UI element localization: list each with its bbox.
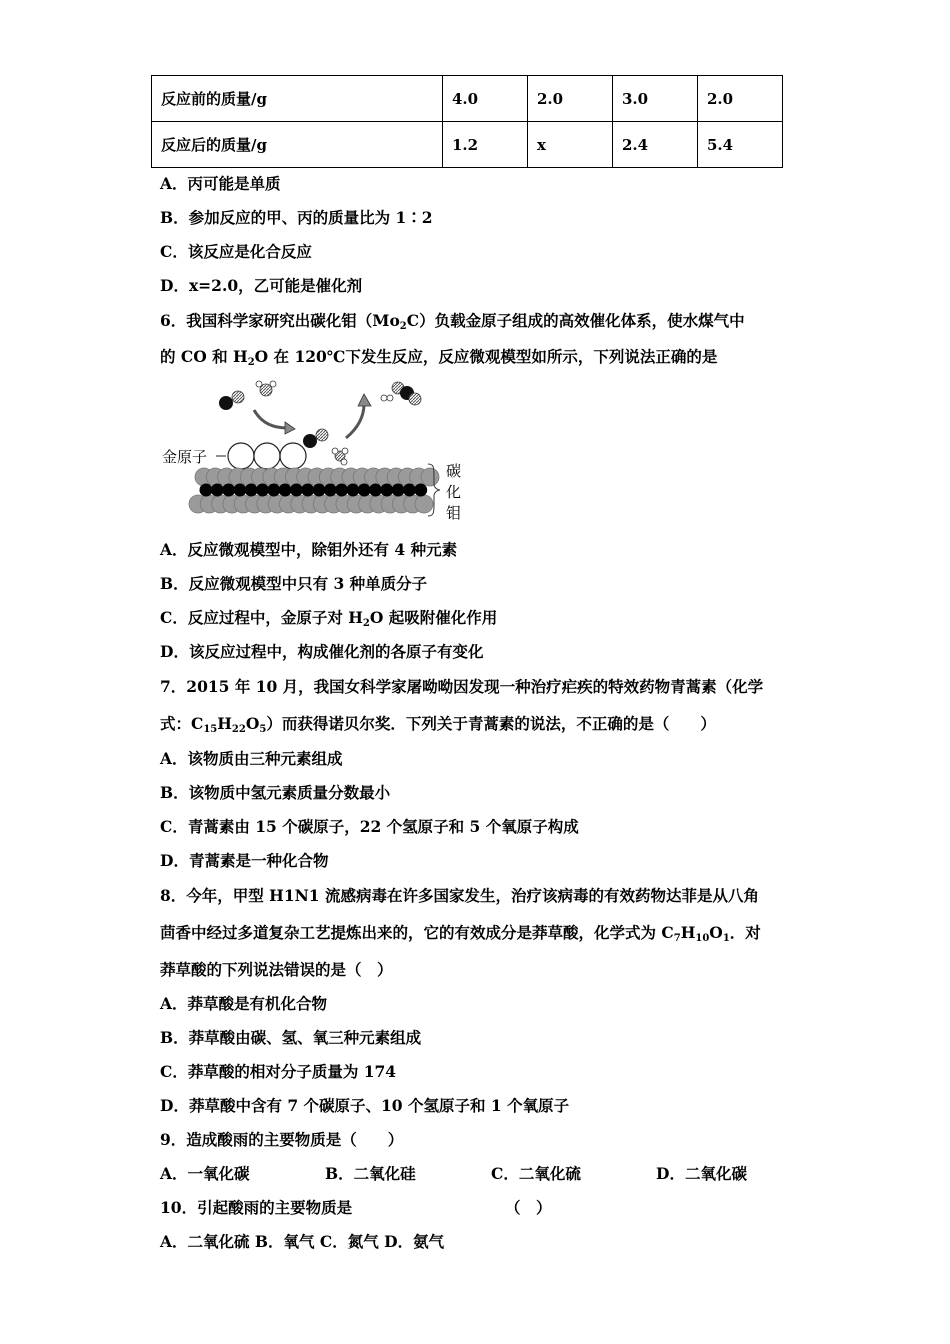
mo-atom-top xyxy=(421,468,439,486)
q5-option-c: C．该反应是化合反应 xyxy=(160,242,312,261)
q9-stem: 9．造成酸雨的主要物质是（ ） xyxy=(160,1130,404,1149)
arrow-up-icon xyxy=(346,394,371,438)
q7-option-a: A．该物质由三种元素组成 xyxy=(160,749,343,768)
table-cell: 反应前的质量/g xyxy=(152,76,443,122)
q8-stem-line3: 莽草酸的下列说法错误的是（ ） xyxy=(160,960,393,979)
carbon-atom xyxy=(233,484,246,497)
table-cell: x xyxy=(528,122,613,168)
carbon-atom xyxy=(290,484,303,497)
carbon-atom xyxy=(279,484,292,497)
carbon-atom xyxy=(313,484,326,497)
h2o-adsorbed xyxy=(332,448,348,465)
q7-stem-line1: 7．2015 年 10 月，我国女科学家屠呦呦因发现一种治疗疟疾的特效药物青蒿素（化学 xyxy=(160,677,764,696)
table-cell: 2.0 xyxy=(528,76,613,122)
arrow-down-icon xyxy=(254,410,295,434)
carbon-atom xyxy=(256,484,269,497)
q8-option-a: A．莽草酸是有机化合物 xyxy=(160,994,328,1013)
co-adsorbed xyxy=(303,429,328,448)
carbon-atom xyxy=(211,484,224,497)
q7-option-d: D．青蒿素是一种化合物 xyxy=(160,851,329,870)
q9-option-c: C．二氧化硫 xyxy=(491,1164,581,1183)
mass-table xyxy=(151,75,783,168)
h2-molecule-product xyxy=(381,395,393,401)
carbon-atom xyxy=(414,484,427,497)
carbon-atom xyxy=(380,484,393,497)
q8-option-c: C．莽草酸的相对分子质量为 174 xyxy=(160,1062,397,1081)
molybdenum-carbide-layers xyxy=(189,468,439,513)
carbon-atom xyxy=(324,484,337,497)
h2o-molecule-left xyxy=(256,381,276,396)
carbon-atom xyxy=(335,484,348,497)
q6-option-b: B．反应微观模型中只有 3 种单质分子 xyxy=(160,574,428,593)
q10-answer-paren: （ ） xyxy=(505,1198,552,1217)
carbon-atom xyxy=(222,484,235,497)
co2-molecule-product xyxy=(392,382,421,405)
carbon-atom xyxy=(369,484,382,497)
gold-atoms xyxy=(216,443,306,469)
carbon-atom xyxy=(245,484,258,497)
q6-stem-line2: 的 CO 和 $H_2O$ 在 120℃下发生反应，反应微观模型如所示，下列说法正确的是 xyxy=(160,347,718,368)
q6-stem-line1: 6．我国科学家研究出碳化钼$(Mo_2C)$负载金原子组成的高效催化体系，使水煤气中 xyxy=(160,311,745,332)
carbon-atom xyxy=(267,484,280,497)
q5-option-d: D．x=2.0，乙可能是催化剂 xyxy=(160,276,363,295)
table-cell: 2.4 xyxy=(613,122,698,168)
q6-option-d: D．该反应过程中，构成催化剂的各原子有变化 xyxy=(160,642,484,661)
q10-options: A．二氧化硫 B．氧气 C．氮气 D．氨气 xyxy=(160,1232,445,1251)
co-molecule-left xyxy=(219,391,244,410)
table-cell: 反应后的质量/g xyxy=(152,122,443,168)
q9-option-a: A．一氧化碳 xyxy=(160,1164,250,1183)
q5-option-b: B．参加反应的甲、丙的质量比为 1∶2 xyxy=(160,208,433,227)
mc-label-2: 化 xyxy=(446,484,462,501)
mc-label-1: 碳 xyxy=(446,463,462,480)
table-cell: 5.4 xyxy=(698,122,783,168)
reaction-model-figure xyxy=(158,376,478,526)
table-cell: 2.0 xyxy=(698,76,783,122)
mc-label-3: 钼 xyxy=(446,505,462,522)
q9-option-b: B．二氧化硅 xyxy=(325,1164,416,1183)
carbon-atom xyxy=(358,484,371,497)
q8-option-b: B．莽草酸由碳、氢、氧三种元素组成 xyxy=(160,1028,422,1047)
table-cell: 3.0 xyxy=(613,76,698,122)
carbon-atom xyxy=(346,484,359,497)
carbon-atom xyxy=(200,484,213,497)
q8-stem-line1: 8．今年，甲型 H1N1 流感病毒在许多国家发生，治疗该病毒的有效药物达菲是从八角 xyxy=(160,886,759,905)
table-cell: 4.0 xyxy=(443,76,528,122)
q6-option-c: C．反应过程中，金原子对 $H_2O$ 起吸附催化作用 xyxy=(160,608,498,629)
q8-stem-line2: 茴香中经过多道复杂工艺提炼出来的，它的有效成分是莽草酸，化学式为 $C_7H_{10}O_1$．对 xyxy=(160,923,761,944)
carbon-atom xyxy=(403,484,416,497)
q5-option-a: A．丙可能是单质 xyxy=(160,174,281,193)
q7-stem-line2: 式：$C_{15}H_{22}O_5$）而获得诺贝尔奖．下列关于青蒿素的说法，不正确的是（ ） xyxy=(160,714,716,735)
q8-option-d: D．莽草酸中含有 7 个碳原子、10 个氢原子和 1 个氧原子 xyxy=(160,1096,570,1115)
table-row xyxy=(152,122,783,168)
gold-atom-label: 金原子 xyxy=(162,449,208,466)
q7-option-b: B．该物质中氢元素质量分数最小 xyxy=(160,783,391,802)
q9-option-d: D．二氧化碳 xyxy=(656,1164,747,1183)
table-cell: 1.2 xyxy=(443,122,528,168)
q7-option-c: C．青蒿素由 15 个碳原子，22 个氢原子和 5 个氧原子构成 xyxy=(160,817,579,836)
carbon-atom xyxy=(301,484,314,497)
table-row xyxy=(152,76,783,122)
q6-option-a: A．反应微观模型中，除钼外还有 4 种元素 xyxy=(160,540,458,559)
carbon-atom xyxy=(392,484,405,497)
mo-atom-bottom xyxy=(415,495,433,513)
q10-stem: 10．引起酸雨的主要物质是 xyxy=(160,1198,353,1217)
